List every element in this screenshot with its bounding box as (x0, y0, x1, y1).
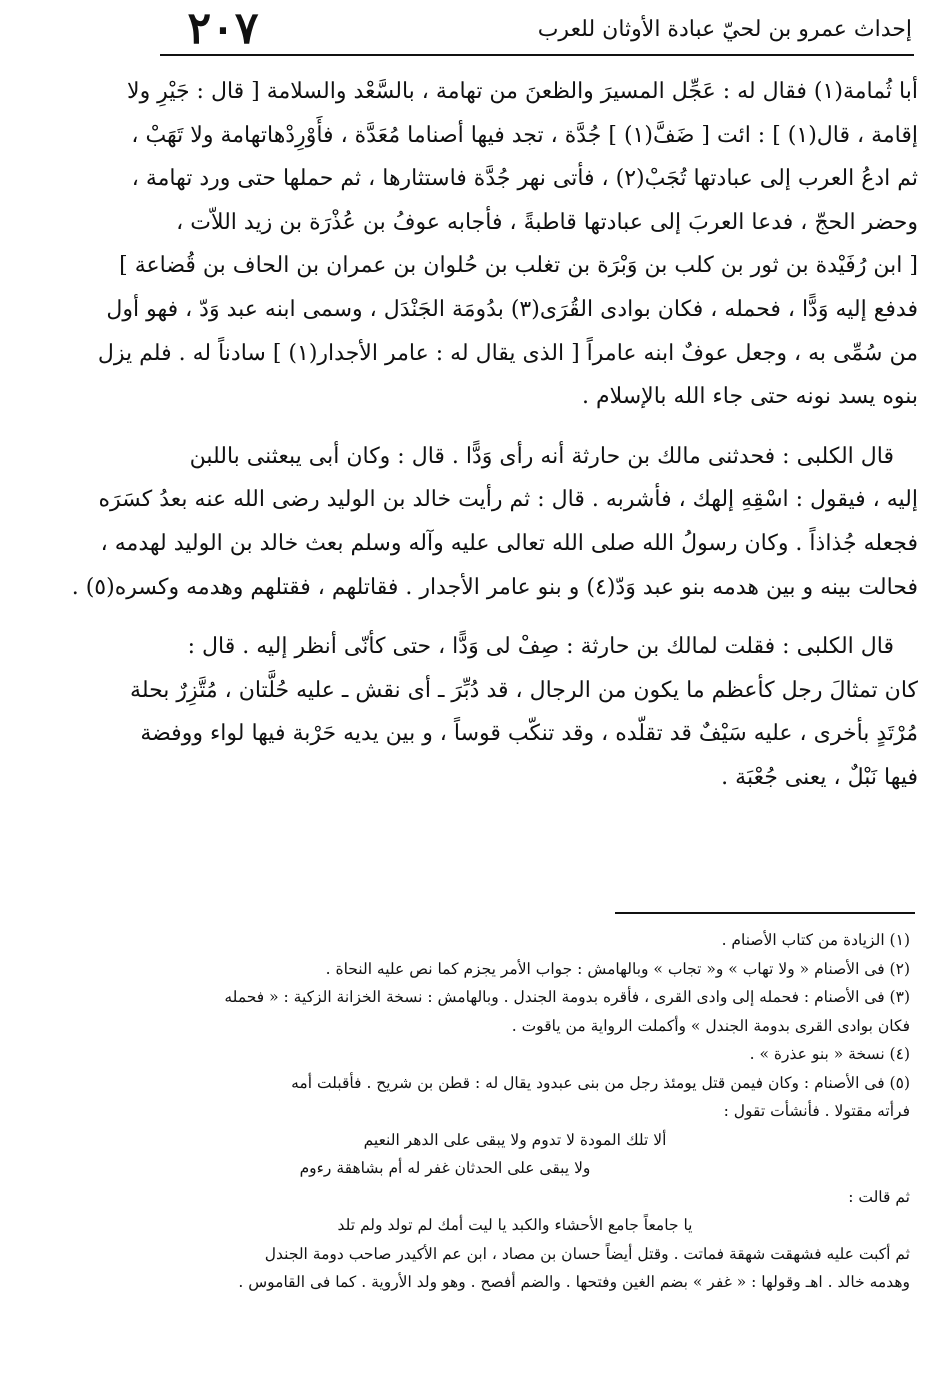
footnote (120, 1040, 910, 1069)
text-line: فجعله جُذاذاً . وكان رسولُ الله صلى الله تعالى عليه وآله وسلم بعث خالد بن الوليد لهدمه ، (100, 530, 918, 556)
text-line: فحالت بينه و بين هدمه بنو عبد وَدّ(٤) و بنو عامر الأجدار . فقاتلهم ، فقتلهم وهدمه وكسره(٥) . (71, 574, 918, 600)
footnotes (120, 926, 910, 1297)
text-line: كان تمثالَ رجل كأعظم ما يكون من الرجال ، قد دُبِّرَ ـ أى نقش ـ عليه حُلَّتان ، مُتَّزِرٌ بحلة (130, 677, 918, 703)
footnote-rule (615, 912, 915, 914)
text-line: بنوه يسد نونه حتى جاء الله بالإسلام . (582, 384, 918, 410)
header-rule (160, 54, 914, 56)
footnote-line: فكان بوادى القرى بدومة الجندل » وأكملت الرواية من ياقوت . (511, 1016, 910, 1035)
footnote-line: فرأته مقتولا . فأنشأت تقول : (723, 1102, 910, 1120)
text-line: من سُمِّى به ، وجعل عوفٌ ابنه عامراً [ الذى يقال له : عامر الأجدار(١) ] سادناً له . فلم يزل (97, 340, 918, 366)
text-line: فيها نَبْلٌ ، يعنى جُعْبَة . (721, 764, 918, 790)
paragraph (130, 625, 918, 799)
main-text (71, 70, 918, 816)
paragraph (71, 435, 918, 609)
footnote-line: ثم قالت : (848, 1187, 910, 1206)
text-line: قال الكلبى : فقلت لمالك بن حارثة : صِفْ لى وَدًّا ، حتى كأنّى أنظر إليه . قال : (187, 634, 894, 660)
footnote-line: وهدمه خالد . اهـ وقولها : « غفر » بضم الغين وفتحها . والضم أفصح . وهو ولد الأروية . كما فى القاموس . (238, 1273, 910, 1291)
running-head: إحداث عمرو بن لحيّ عبادة الأوثان للعرب (537, 17, 912, 42)
verse-line: ألا تلك المودة لا تدوم ولا يبقى على الدهر النعيم (363, 1130, 667, 1149)
verse-line: ولا يبقى على الحدثان غفر له أم بشاهقة رءوم (299, 1159, 591, 1177)
footnote-line: ثم أكبت عليه فشهقت شهقة فماتت . وقتل أيضاً حسان بن مصاد ، ابن عم الأكيدر صاحب دومة الجندل (264, 1244, 910, 1263)
text-line: فدفع إليه وَدًّا ، فحمله ، فكان بوادى القُرَى(٣) بدُومَة الجَنْدَل ، وسمى ابنه عبد وَدّ ، فهو أول (106, 296, 918, 322)
footnote-line: (٢) فى الأصنام « ولا تهاب » و« تجاب » وبالهامش : جواب الأمر يجزم كما نص عليه النحاة . (325, 959, 910, 978)
text-line: إقامة ، قال(١) ] : ائت [ ضَفَّ(١) ] جُدَّة ، تجد فيها أصناما مُعَدَّة ، فأَوْرِدْهاتهامة ولا تَهَبْ ، (131, 122, 918, 148)
verse-line: يا جامعاً جامع الأحشاء والكبد يا ليت أمك لم تولد ولم تلد (337, 1216, 693, 1234)
footnote-line: (١) الزيادة من كتاب الأصنام . (721, 931, 910, 949)
text-line: مُرْتَدٍ بأخرى ، عليه سَيْفٌ قد تقلّده ، وقد تنكّب قوساً ، و بين يديه حَرْبة فيها لواء ووفضة (140, 721, 918, 747)
paragraph (97, 70, 918, 419)
footnote (120, 955, 910, 984)
page-number: ٢٠٧ (187, 3, 259, 54)
text-line: ثم ادعُ العرب إلى عبادتها تُجَبْ(٢) ، فأتى نهر جُدَّة فاستثارها ، ثم حملها حتى ورد تهامة ، (131, 166, 918, 192)
text-line: إليه ، فيقول : اسْقِهِ إلهك ، فأشربه . قال : ثم رأيت خالد بن الوليد رضى الله عنه بعدُ كسَرَه (98, 487, 918, 513)
footnote-line: (٤) نسخة « بنو عذرة » . (749, 1045, 910, 1063)
footnote-line: (٣) فى الأصنام : فحمله إلى وادى القرى ، فأقره بدومة الجندل . وبالهامش : نسخة الخزانة الزكية : « فحمله (224, 988, 910, 1006)
text-line: وحضر الحجّ ، فدعا العربَ إلى عبادتها قاطبةً ، فأجابه عوفُ بن عُذْرَة بن زيد اللاّت ، (176, 209, 918, 235)
text-line: أبا ثُمامة(١) فقال له : عَجِّل المسيرَ والظعنَ من تهامة ، بالسَّعْد والسلامة [ قال : جَيْرِ ولا (127, 79, 918, 104)
footnote (120, 983, 910, 1040)
footnote-line: (٥) فى الأصنام : وكان فيمن قتل يومئذ رجل من بنى عبدود يقال له : قطن بن شريح . فأقبلت أمه (291, 1073, 910, 1092)
footnote (120, 1069, 910, 1126)
text-line: قال الكلبى : فحدثنى مالك بن حارثة أنه رأى وَدًّا . قال : وكان أبى يبعثنى باللبن (189, 443, 894, 469)
footnote (120, 926, 910, 955)
text-line: [ ابن رُفَيْدة بن ثور بن كلب بن وَبْرَة بن تغلب بن حُلوان بن عمران بن الحاف بن قُضاعة ] (119, 253, 918, 279)
